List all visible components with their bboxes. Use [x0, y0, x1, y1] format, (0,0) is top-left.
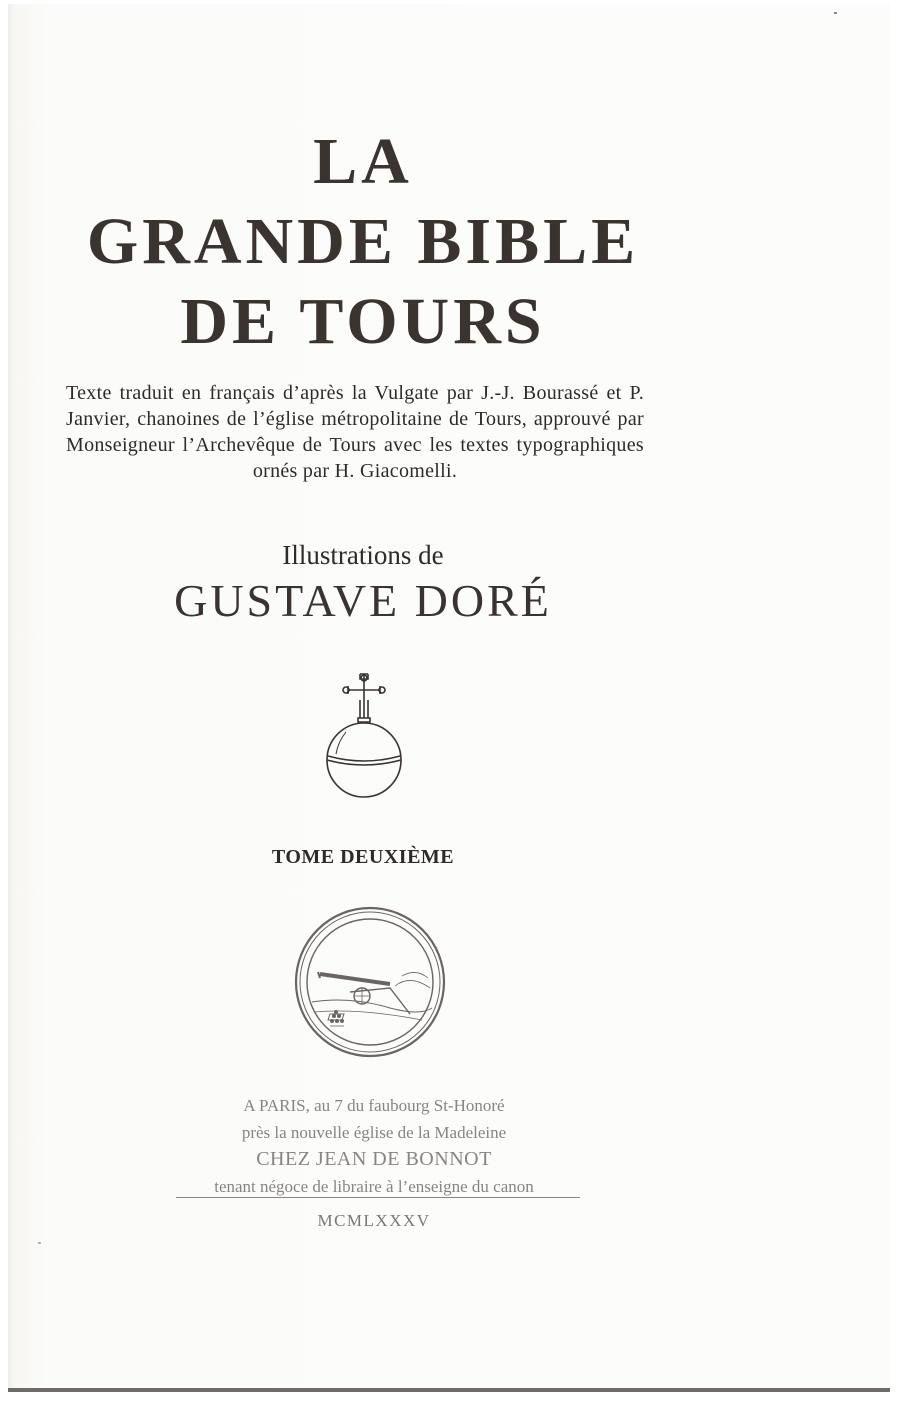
- artist-name: GUSTAVE DORÉ: [174, 575, 552, 626]
- title-line-2: GRANDE BIBLE: [86, 205, 640, 278]
- globus-cruciger-icon: [316, 670, 412, 805]
- cannon-medallion-icon: [290, 904, 450, 1069]
- publication-year: MCMLXXXV: [317, 1211, 431, 1230]
- imprint-address: A PARIS, au 7 du faubourg St-Honoré: [243, 1096, 505, 1115]
- volume-label: TOME DEUXIÈME: [271, 846, 455, 868]
- illustrations-label: Illustrations de: [282, 540, 444, 570]
- imprint-location: près la nouvelle église de la Madeleine: [241, 1123, 507, 1142]
- publisher-name: CHEZ JEAN DE BONNOT: [256, 1148, 492, 1170]
- divider: [176, 1197, 580, 1198]
- translation-note: Texte traduit en français d’après la Vulgate par J.-J. Bourassé et P. Janvier, chanoines de l’église métropolitaine de Tours, approuvé par Monseigneur l’Archevêque de Tours avec les textes typographiques ornés par H. Giacomelli.: [66, 382, 644, 482]
- title-line-3: DE TOURS: [180, 285, 546, 358]
- imprint: [168, 1092, 580, 1200]
- title-line-1: LA: [313, 125, 413, 198]
- paper-speck: [834, 12, 837, 14]
- imprint-sign: tenant négoce de libraire à l’enseigne du canon: [214, 1177, 534, 1196]
- title-page: [8, 4, 890, 1392]
- paper-speck: [38, 1242, 41, 1244]
